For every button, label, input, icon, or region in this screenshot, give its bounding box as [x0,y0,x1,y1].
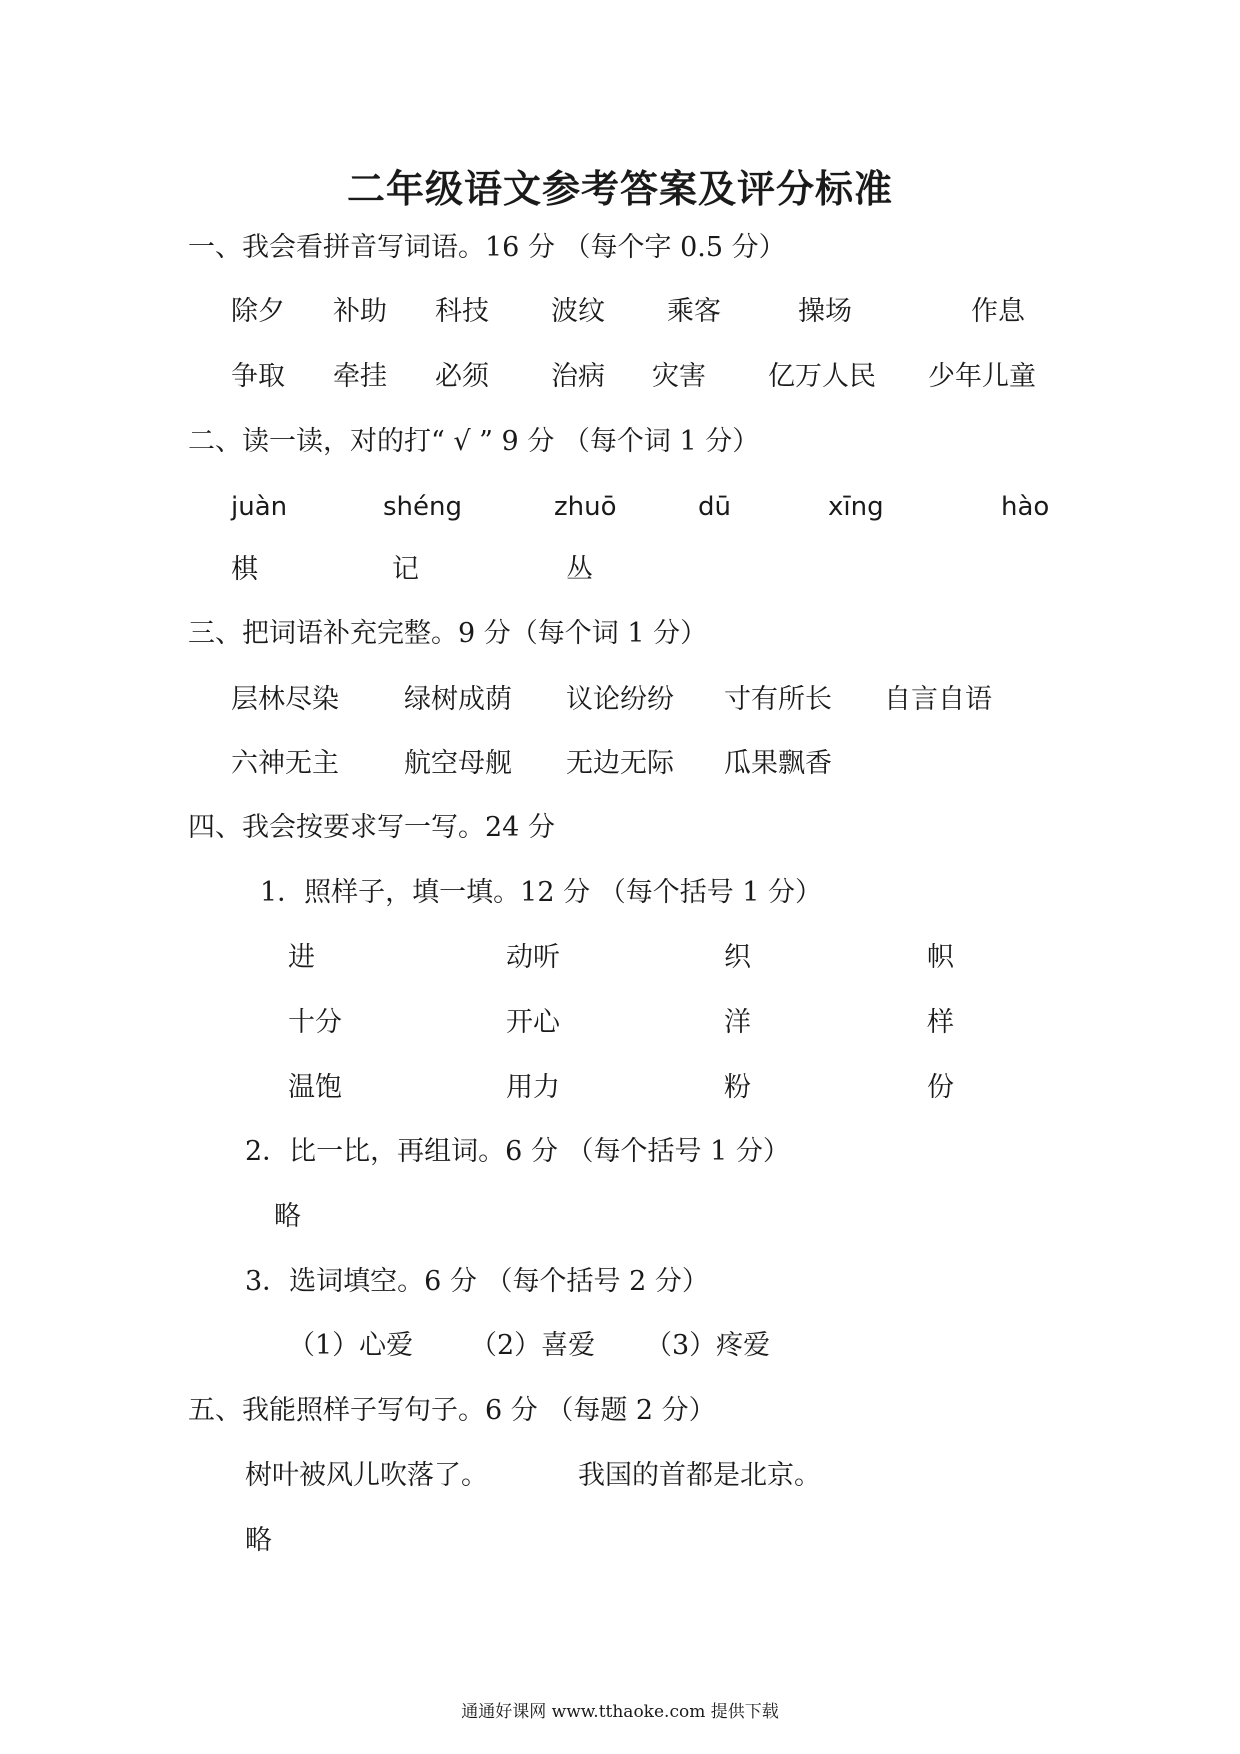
answer-word: 牵挂 [333,361,387,392]
q1-word: 进 [288,942,315,973]
idiom-answer: 自言自语 [884,684,992,715]
idiom-answer: 瓜果飘香 [724,748,832,779]
q1-word: 动听 [506,942,560,973]
q1-heading: 1．照样子，填一填。12 分 （每个括号 1 分） [260,877,823,908]
answer-word: 亿万人民 [768,361,876,392]
answer-word: 治病 [551,361,605,392]
answer-word: 补助 [333,296,387,327]
idiom-answer: 无边无际 [566,748,674,779]
answer-word: 波纹 [551,296,605,327]
pinyin-answer: hào [1001,492,1050,522]
q2-heading: 2．比一比，再组词。6 分 （每个括号 1 分） [245,1136,790,1167]
q1-word: 洋 [724,1007,751,1038]
pinyin-answer: xīng [828,492,884,522]
q3-heading: 3．选词填空。6 分 （每个括号 2 分） [245,1266,709,1297]
q3-answer: （2）喜爱 [470,1330,596,1361]
q1-word: 开心 [506,1007,560,1038]
q2-answer: 略 [274,1201,301,1232]
section-4-heading: 四、我会按要求写一写。24 分 [188,812,555,843]
example-sentence: 我国的首都是北京。 [578,1460,821,1491]
q1-word: 十分 [288,1007,342,1038]
q1-word: 帜 [927,942,954,973]
pinyin-answer: zhuō [554,492,617,522]
answer-word: 操场 [798,296,852,327]
example-sentence: 树叶被风儿吹落了。 [245,1460,488,1491]
q1-word: 织 [724,942,751,973]
s5-answer: 略 [245,1525,272,1556]
footer-watermark: 通通好课网 www.tthaoke.com 提供下载 [461,1702,779,1722]
answer-word: 灾害 [652,361,706,392]
page-title: 二年级语文参考答案及评分标准 [346,166,893,211]
section-2-heading: 二、读一读，对的打“ √ ” 9 分 （每个词 1 分） [188,426,760,457]
pinyin-answer: juàn [231,492,288,522]
answer-word: 乘客 [667,296,721,327]
section-1-heading: 一、我会看拼音写词语。16 分 （每个字 0.5 分） [188,232,786,263]
char-answer: 棋 [231,554,258,585]
q1-word: 温饱 [288,1072,342,1103]
idiom-answer: 层林尽染 [231,684,339,715]
pinyin-answer: dū [698,492,731,522]
q3-answer: （3）疼爱 [645,1330,771,1361]
q1-word: 用力 [506,1072,560,1103]
idiom-answer: 航空母舰 [404,748,512,779]
section-5-heading: 五、我能照样子写句子。6 分 （每题 2 分） [188,1395,716,1426]
q3-answer: （1）心爱 [288,1330,414,1361]
answer-word: 作息 [971,296,1025,327]
answer-word: 必须 [435,361,489,392]
answer-word: 争取 [231,361,285,392]
answer-word: 少年儿童 [928,361,1036,392]
idiom-answer: 绿树成荫 [404,684,512,715]
q1-word: 样 [927,1007,954,1038]
answer-word: 除夕 [231,296,285,327]
idiom-answer: 寸有所长 [724,684,832,715]
section-3-heading: 三、把词语补充完整。9 分（每个词 1 分） [188,618,708,649]
answer-word: 科技 [435,296,489,327]
pinyin-answer: shéng [383,492,463,522]
idiom-answer: 议论纷纷 [566,684,674,715]
q1-word: 份 [927,1072,954,1103]
char-answer: 记 [392,554,419,585]
q1-word: 粉 [724,1072,751,1103]
char-answer: 丛 [566,554,593,585]
idiom-answer: 六神无主 [231,748,339,779]
